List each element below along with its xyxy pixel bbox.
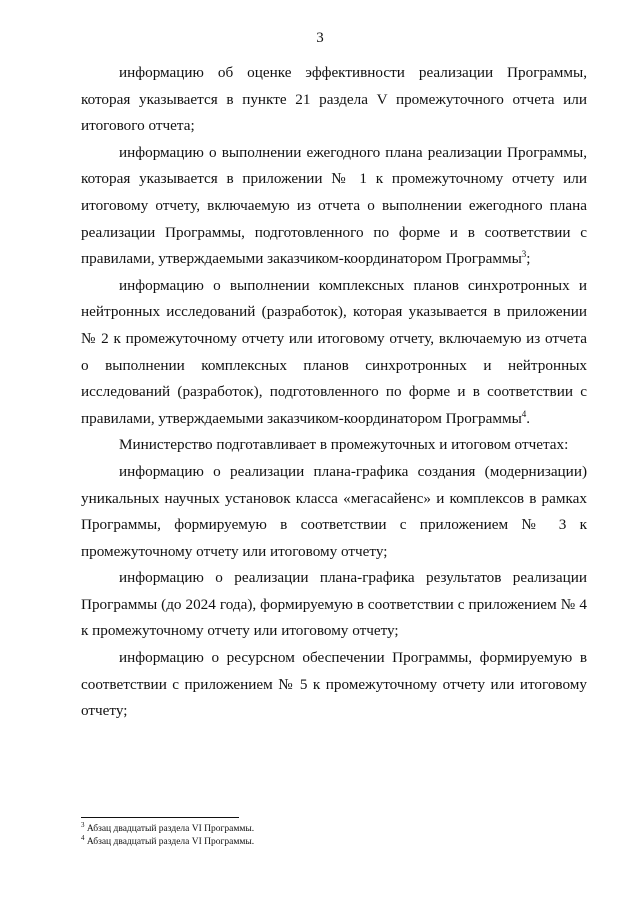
footnote-item: $^4$ Абзац двадцатый раздела VI Программы. (81, 833, 255, 847)
paragraph-synchrotron-plans: информацию о выполнении комплексных планов синхротронных и нейтронных исследований (разработок), которая указывается в приложении № 2 к промежуточному отчету или итоговому отчету, включаемую из отчета о выполнении комплексных планов синхротронных и нейтронных исследований (разработок), подготовленного по форме и в соответствии с правилами, утверждаемыми заказчиком-координатором Программы$^4$. (81, 276, 587, 427)
footnote-divider (81, 817, 239, 818)
document-body (81, 60, 587, 725)
paragraph-annual-plan: информацию о выполнении ежегодного плана реализации Программы, которая указывается в приложении № 1 к промежуточному отчету или итоговому отчету, включаемую из отчета о выполнении ежегодного плана реализации Программы, подготовленного по форме и в соответствии с правилами, утверждаемыми заказчиком-координатором Программы$^3$; (81, 143, 587, 268)
paragraph-megascience-schedule: информацию о реализации плана-графика создания (модернизации) уникальных научных установок класса «мегасайенс» и комплексов в рамках Программы, формируемую в соответствии с приложением № 3 к промежуточному отчету или итоговому отчету; (81, 462, 587, 560)
paragraph-resource-provision: информацию о ресурсном обеспечении Программы, формируемую в соответствии с приложением № 5 к промежуточному отчету или итоговому отчету; (81, 649, 587, 720)
footnotes (81, 820, 587, 849)
paragraph-results-schedule: информацию о реализации плана-графика результатов реализации Программы (до 2024 года), формируемую в соответствии с приложением № 4 к промежуточному отчету или итоговому отчету; (81, 569, 587, 640)
paragraph-efficiency-assessment: информацию об оценке эффективности реализации Программы, которая указывается в пункте 21 раздела V промежуточного отчета или итогового отчета; (81, 64, 587, 135)
paragraph-ministry-intro: Министерство подготавливает в промежуточных и итоговом отчетах: (119, 436, 569, 454)
page-number: 3 (316, 30, 324, 46)
footnote-item: $^3$ Абзац двадцатый раздела VI Программы. (81, 820, 255, 834)
footnote-ref: 4 (521, 408, 527, 419)
footnote-ref: 3 (521, 249, 527, 260)
